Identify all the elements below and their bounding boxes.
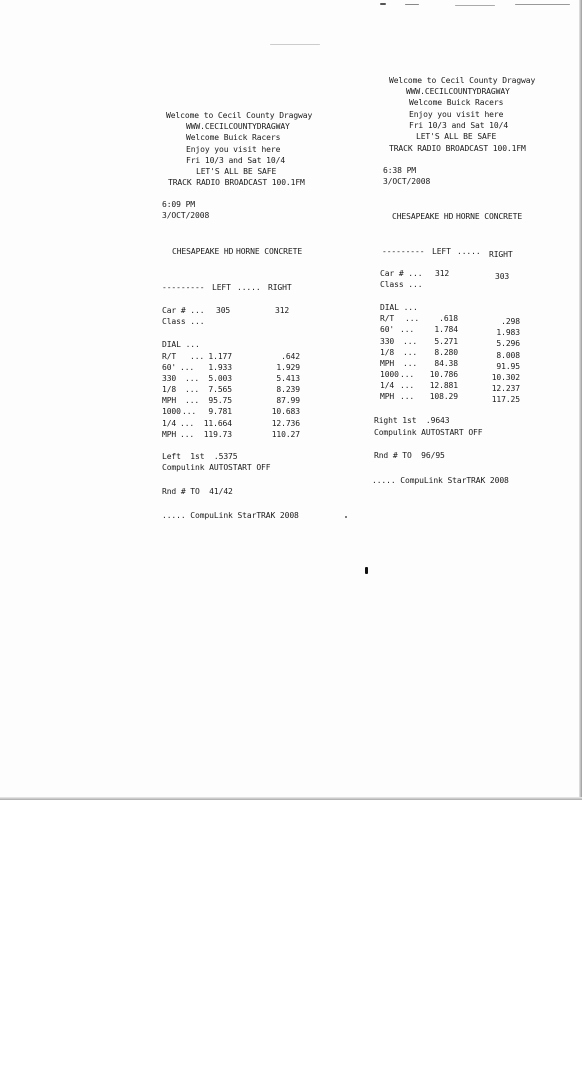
row-left-value: 5.271 xyxy=(434,337,458,346)
row-label: 1000 xyxy=(162,407,181,416)
right-lane-right-header: RIGHT xyxy=(489,250,513,259)
right-lane-left-name: CHESAPEAKE HD xyxy=(392,212,454,221)
row-right-value: 12.736 xyxy=(271,419,300,428)
right-car-right: 303 xyxy=(495,272,510,281)
row-right-value: 5.413 xyxy=(276,374,300,383)
right-autostart: Compulink AUTOSTART OFF xyxy=(374,428,483,437)
row-left-value: 10.786 xyxy=(429,370,458,379)
row-left-value: 7.565 xyxy=(208,385,232,394)
left-date: 3/OCT/2008 xyxy=(162,211,210,220)
right-car-label: Car # ... xyxy=(380,269,423,278)
right-header-line-6: LET'S ALL BE SAFE xyxy=(416,132,497,141)
left-header-line-5: Fri 10/3 and Sat 10/4 xyxy=(186,156,286,165)
row-label: MPH xyxy=(380,392,395,401)
row-dots: ... xyxy=(403,337,418,346)
row-label: 60' xyxy=(380,325,395,334)
right-dial-label: DIAL ... xyxy=(380,303,418,312)
row-dots: ... xyxy=(185,385,200,394)
right-header-line-2: WWW.CECILCOUNTYDRAGWAY xyxy=(406,87,510,96)
left-header-line-2: WWW.CECILCOUNTYDRAGWAY xyxy=(186,122,290,131)
row-label: 330 xyxy=(162,374,177,383)
row-dots: ... xyxy=(180,419,195,428)
row-left-value: 119.73 xyxy=(203,430,232,439)
row-dots: ... xyxy=(185,396,200,405)
row-dots: ... xyxy=(403,348,418,357)
right-lane-left-header: LEFT xyxy=(432,247,451,256)
row-label: MPH xyxy=(162,430,177,439)
left-header-line-6: LET'S ALL BE SAFE xyxy=(196,167,277,176)
row-label: 330 xyxy=(380,337,395,346)
row-right-value: 8.008 xyxy=(496,351,520,360)
left-lane-right-header: RIGHT xyxy=(268,283,292,292)
row-label: 1/4 xyxy=(162,419,177,428)
left-car-left: 305 xyxy=(216,306,231,315)
right-class-label: Class ... xyxy=(380,280,423,289)
right-winner: Right 1st .9643 xyxy=(374,416,450,425)
row-right-value: 10.302 xyxy=(491,373,520,382)
right-header-line-7: TRACK RADIO BROADCAST 100.1FM xyxy=(389,144,526,153)
right-round: Rnd # TO 96/95 xyxy=(374,451,445,460)
right-lanes-dashes: --------- xyxy=(382,247,425,256)
row-right-value: .298 xyxy=(501,317,520,326)
row-dots: ... xyxy=(185,374,200,383)
row-left-value: .618 xyxy=(439,314,458,323)
left-winner: Left 1st .5375 xyxy=(162,452,238,461)
left-time: 6:09 PM xyxy=(162,200,196,209)
row-left-value: 1.177 xyxy=(208,352,232,361)
row-left-value: 5.003 xyxy=(208,374,232,383)
row-dots: ... xyxy=(180,430,195,439)
left-header-line-7: TRACK RADIO BROADCAST 100.1FM xyxy=(168,178,305,187)
row-right-value: 117.25 xyxy=(491,395,520,404)
row-left-value: 8.280 xyxy=(434,348,458,357)
left-footer: ..... CompuLink StarTRAK 2008 xyxy=(162,511,299,520)
row-dots: ... xyxy=(400,392,415,401)
row-label: MPH xyxy=(162,396,177,405)
right-time: 6:38 PM xyxy=(383,166,417,175)
right-lane-right-name: HORNE CONCRETE xyxy=(456,212,523,221)
row-dots: ... xyxy=(400,370,415,379)
row-label: MPH xyxy=(380,359,395,368)
left-lane-left-header: LEFT xyxy=(212,283,231,292)
right-date: 3/OCT/2008 xyxy=(383,177,431,186)
right-header-line-4: Enjoy you visit here xyxy=(409,110,504,119)
row-dots: ... xyxy=(190,352,205,361)
right-header-line-5: Fri 10/3 and Sat 10/4 xyxy=(409,121,509,130)
row-label: R/T xyxy=(380,314,395,323)
row-left-value: 1.933 xyxy=(208,363,232,372)
row-right-value: 87.99 xyxy=(276,396,300,405)
row-left-value: 84.38 xyxy=(434,359,458,368)
row-right-value: 8.239 xyxy=(276,385,300,394)
row-right-value: 10.683 xyxy=(271,407,300,416)
left-header-line-1: Welcome to Cecil County Dragway xyxy=(166,111,313,120)
right-lanes-dots: ..... xyxy=(457,247,481,256)
left-class-label: Class ... xyxy=(162,317,205,326)
row-right-value: 12.237 xyxy=(491,384,520,393)
left-lane-left-name: CHESAPEAKE HD xyxy=(172,247,234,256)
row-right-value: .642 xyxy=(281,352,300,361)
row-label: 1/8 xyxy=(162,385,177,394)
row-dots: ... xyxy=(180,363,195,372)
left-car-right: 312 xyxy=(275,306,290,315)
row-dots: ... xyxy=(405,314,420,323)
row-dots: ... xyxy=(400,325,415,334)
row-right-value: 5.296 xyxy=(496,339,520,348)
row-label: 1000 xyxy=(380,370,399,379)
left-car-label: Car # ... xyxy=(162,306,205,315)
right-car-left: 312 xyxy=(435,269,450,278)
row-label: 60' xyxy=(162,363,177,372)
row-left-value: 11.664 xyxy=(203,419,232,428)
right-header-line-3: Welcome Buick Racers xyxy=(409,98,504,107)
left-lanes-dots: ..... xyxy=(237,283,261,292)
row-dots: ... xyxy=(403,359,418,368)
row-left-value: 1.784 xyxy=(434,325,458,334)
row-label: 1/4 xyxy=(380,381,395,390)
row-label: 1/8 xyxy=(380,348,395,357)
left-header-line-3: Welcome Buick Racers xyxy=(186,133,281,142)
row-left-value: 9.781 xyxy=(208,407,232,416)
right-header-line-1: Welcome to Cecil County Dragway xyxy=(389,76,536,85)
row-dots: ... xyxy=(400,381,415,390)
row-label: R/T xyxy=(162,352,177,361)
right-timeslip xyxy=(0,0,582,500)
row-left-value: 12.881 xyxy=(429,381,458,390)
row-right-value: 110.27 xyxy=(271,430,300,439)
left-lanes-dashes: --------- xyxy=(162,283,205,292)
row-right-value: 91.95 xyxy=(496,362,520,371)
right-footer: ..... CompuLink StarTRAK 2008 xyxy=(372,476,509,485)
left-round: Rnd # TO 41/42 xyxy=(162,487,233,496)
left-dial-label: DIAL ... xyxy=(162,340,200,349)
row-dots: ... xyxy=(182,407,197,416)
left-lane-right-name: HORNE CONCRETE xyxy=(236,247,303,256)
row-right-value: 1.929 xyxy=(276,363,300,372)
left-header-line-4: Enjoy you visit here xyxy=(186,145,281,154)
row-right-value: 1.983 xyxy=(496,328,520,337)
left-autostart: Compulink AUTOSTART OFF xyxy=(162,463,271,472)
row-left-value: 108.29 xyxy=(429,392,458,401)
row-left-value: 95.75 xyxy=(208,396,232,405)
